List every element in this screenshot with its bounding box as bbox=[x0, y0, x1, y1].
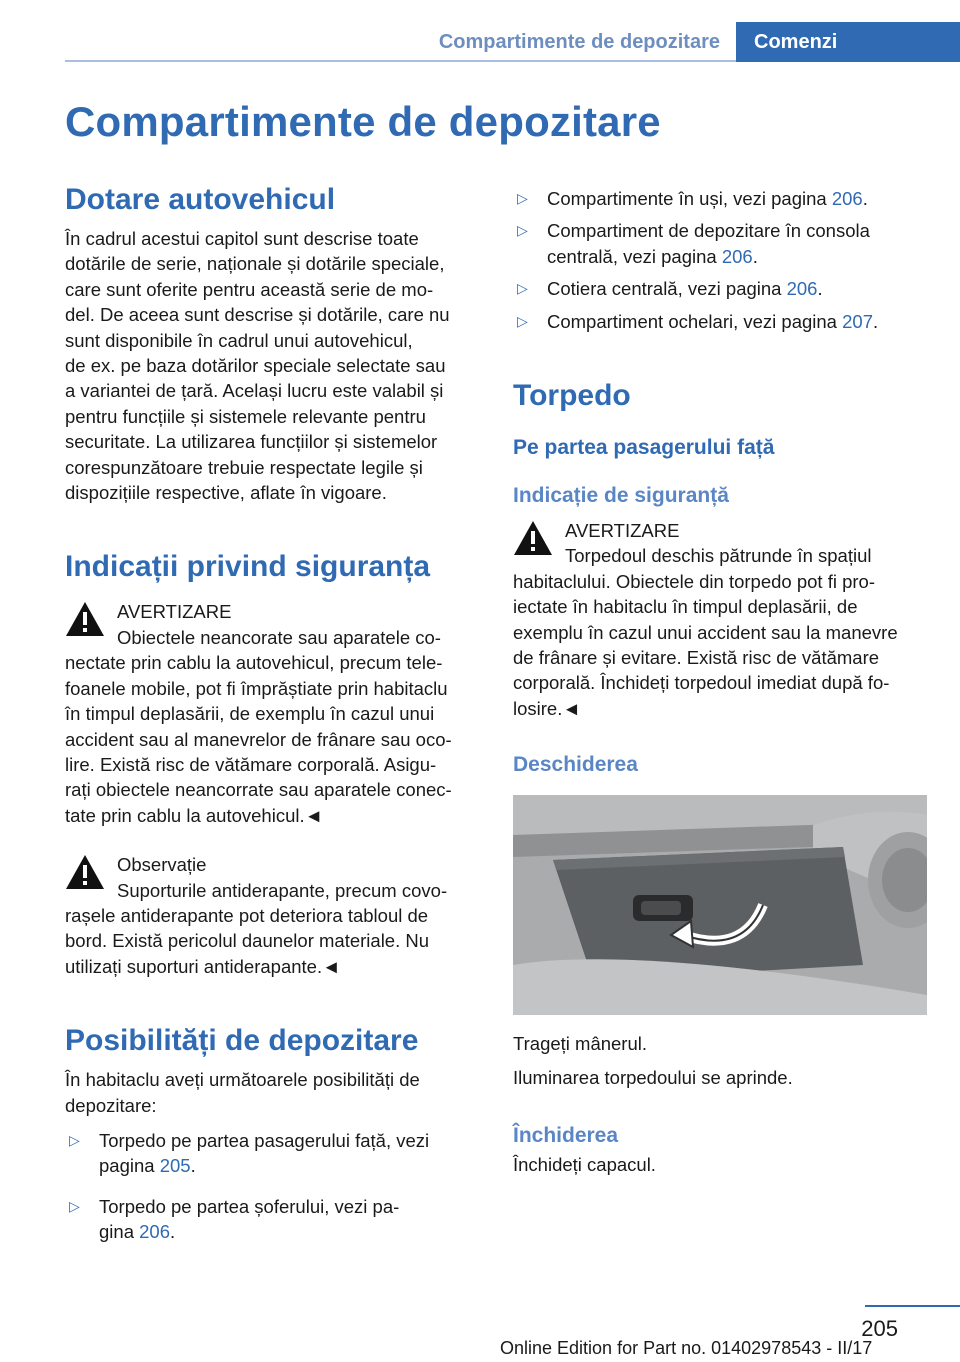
heading-siguranta: Indicații privind siguranța bbox=[65, 550, 431, 584]
text-line: nectate prin cablu la autovehicul, precum tele- bbox=[65, 652, 443, 674]
list-item-text: . bbox=[190, 1155, 196, 1177]
text-line: În cadrul acestui capitol sunt descrise toate bbox=[65, 228, 419, 249]
subheading-indicatie: Indicație de siguranță bbox=[513, 484, 729, 508]
text-line: depozitare: bbox=[65, 1094, 157, 1116]
left-column bbox=[65, 180, 479, 1245]
triangle-bullet-icon: ▷ bbox=[69, 1131, 80, 1148]
text-line: a variantei de țară. Același lucru este valabil și bbox=[65, 380, 444, 402]
storage-list-right bbox=[513, 186, 927, 334]
text-line: corporală. Închideți torpedoul imediat după fo- bbox=[513, 672, 890, 694]
page-link[interactable]: 205 bbox=[159, 1155, 191, 1177]
list-item bbox=[513, 186, 927, 211]
notice-text bbox=[65, 878, 479, 980]
list-item-text: pagina bbox=[99, 1155, 160, 1177]
footer-edition: Online Edition for Part no. 01402978543 - II/17 bbox=[500, 1338, 873, 1358]
heading-torpedo: Torpedo bbox=[513, 379, 631, 413]
heading-dotare: Dotare autovehicul bbox=[65, 183, 336, 216]
header-chapter-tab[interactable]: Comenzi bbox=[736, 22, 960, 62]
list-item bbox=[513, 218, 927, 269]
warning-text bbox=[513, 543, 927, 721]
list-item bbox=[513, 276, 927, 301]
deschiderea-result: Iluminarea torpedoului se aprinde. bbox=[513, 1066, 793, 1088]
page-link[interactable]: 206 bbox=[721, 245, 753, 267]
text-line: de ex. pe baza dotărilor speciale selectate sau bbox=[65, 355, 446, 377]
text-line: losire.◄ bbox=[513, 697, 581, 719]
text-line: securitate. La utilizarea funcțiilor și sistemelor bbox=[65, 431, 438, 453]
header-rule bbox=[65, 60, 736, 62]
heading-posibilitati: Posibilități de depozitare bbox=[65, 1024, 419, 1058]
right-column bbox=[513, 186, 927, 1178]
text-line: Torpedoul deschis pătrunde în spațiul bbox=[565, 545, 872, 567]
text-line: exemplu în cazul unui accident sau la manevre bbox=[513, 621, 898, 643]
text-line: habitaclului. Obiectele din torpedo pot fi pro- bbox=[513, 570, 875, 592]
text-line: iectate în habitaclu în timpul deplasării, de bbox=[513, 596, 858, 618]
posibilitati-intro bbox=[65, 1067, 479, 1118]
warning-triangle-icon bbox=[513, 520, 553, 556]
warning-title: AVERTIZARE bbox=[565, 520, 680, 542]
text-line: sunt disponibile în cadrul unui autovehicul, bbox=[65, 329, 413, 351]
list-item-text: . bbox=[817, 278, 823, 300]
text-line: Obiectele neancorate sau aparatele co- bbox=[117, 626, 441, 648]
glovebox-photo bbox=[513, 795, 927, 1015]
triangle-bullet-icon: ▷ bbox=[517, 312, 528, 329]
list-item bbox=[65, 1128, 479, 1179]
list-item-text: Cotiera centrală, vezi pagina bbox=[547, 278, 787, 300]
list-item-text: . bbox=[862, 188, 868, 209]
page-link[interactable]: 207 bbox=[842, 310, 873, 332]
subheading-pasager: Pe partea pasagerului față bbox=[513, 436, 775, 460]
triangle-bullet-icon: ▷ bbox=[517, 280, 528, 297]
triangle-bullet-icon: ▷ bbox=[517, 222, 528, 239]
text-line: lire. Există risc de vătămare corporală. Asigu- bbox=[65, 753, 437, 775]
triangle-bullet-icon: ▷ bbox=[69, 1197, 80, 1214]
list-item-text: centrală, vezi pagina bbox=[547, 245, 722, 267]
header-section-title: Compartimente de depozitare bbox=[438, 31, 720, 53]
warning-block-2 bbox=[65, 852, 479, 979]
text-line: rașele antiderapante pot deteriora tabloul de bbox=[65, 904, 429, 926]
list-item-text: . bbox=[873, 310, 879, 332]
text-line: del. De aceea sunt descrise și dotările, care nu bbox=[65, 304, 450, 326]
list-item bbox=[513, 309, 927, 334]
list-item-text: Torpedo pe partea șoferului, vezi pa- bbox=[99, 1195, 400, 1217]
page-header bbox=[65, 22, 960, 62]
text-line: accident sau al manevrelor de frânare sau oco- bbox=[65, 728, 452, 750]
list-item-text: Torpedo pe partea pasagerului față, vezi bbox=[99, 1129, 430, 1151]
text-line: bord. Există pericolul daunelor materiale. Nu bbox=[65, 930, 430, 952]
text-line: corespunzătoare trebuie respectate legile și bbox=[65, 456, 423, 478]
list-item-text: gina bbox=[99, 1221, 140, 1243]
text-line: tate prin cablu la autovehicul.◄ bbox=[65, 804, 323, 826]
subheading-inchiderea: Închiderea bbox=[513, 1124, 619, 1148]
list-item-text: . bbox=[752, 245, 758, 267]
text-line: În habitaclu aveți următoarele posibilități de bbox=[65, 1069, 420, 1091]
page-link[interactable]: 206 bbox=[139, 1221, 170, 1243]
triangle-bullet-icon: ▷ bbox=[517, 190, 528, 206]
list-item-text: Compartiment ochelari, vezi pagina bbox=[547, 310, 843, 332]
page-number: 205 bbox=[861, 1316, 898, 1341]
subheading-deschiderea: Deschiderea bbox=[513, 753, 638, 777]
list-item-text: . bbox=[170, 1221, 176, 1243]
text-line: dotările de serie, naționale și dotările speciale, bbox=[65, 253, 445, 275]
text-line: de frânare și evitare. Există risc de vătămare bbox=[513, 647, 880, 669]
warning-block-1 bbox=[65, 599, 479, 828]
warning-triangle-icon bbox=[65, 601, 105, 637]
warning-triangle-icon bbox=[65, 854, 105, 890]
warning-title: AVERTIZARE bbox=[117, 601, 232, 623]
text-line: Suporturile antiderapante, precum covo- bbox=[117, 879, 448, 901]
text-line: dispozițiile respective, aflate în vigoare. bbox=[65, 482, 387, 504]
inchiderea-step: Închideți capacul. bbox=[513, 1154, 656, 1176]
dotare-paragraph bbox=[65, 226, 479, 505]
list-item bbox=[65, 1194, 479, 1245]
text-line: în timpul deplasării, de exemplu în cazul unui bbox=[65, 703, 435, 725]
text-line: foanele mobile, pot fi împrăștiate prin habitaclu bbox=[65, 677, 448, 699]
page-title: Compartimente de depozitare bbox=[65, 98, 661, 145]
text-line: care sunt oferite pentru această serie de mo- bbox=[65, 278, 434, 300]
storage-list-left bbox=[65, 1128, 479, 1245]
deschiderea-step: Trageți mânerul. bbox=[513, 1033, 648, 1055]
warning-block-torpedo bbox=[513, 518, 927, 721]
text-line: utilizați suporturi antiderapante.◄ bbox=[65, 955, 341, 977]
warning-text bbox=[65, 625, 479, 828]
text-line: rați obiectele neancorrate sau aparatele conec- bbox=[65, 779, 452, 801]
footer-rule bbox=[865, 1305, 960, 1307]
page-link[interactable]: 206 bbox=[831, 188, 863, 209]
notice-title: Observație bbox=[117, 854, 207, 876]
list-item-text: Compartiment de depozitare în consola bbox=[547, 220, 870, 242]
text-line: pentru funcțiile și sistemele relevante pentru bbox=[65, 405, 426, 427]
page-link[interactable]: 206 bbox=[786, 278, 818, 300]
list-item-text: Compartimente în uși, vezi pagina bbox=[547, 188, 832, 209]
